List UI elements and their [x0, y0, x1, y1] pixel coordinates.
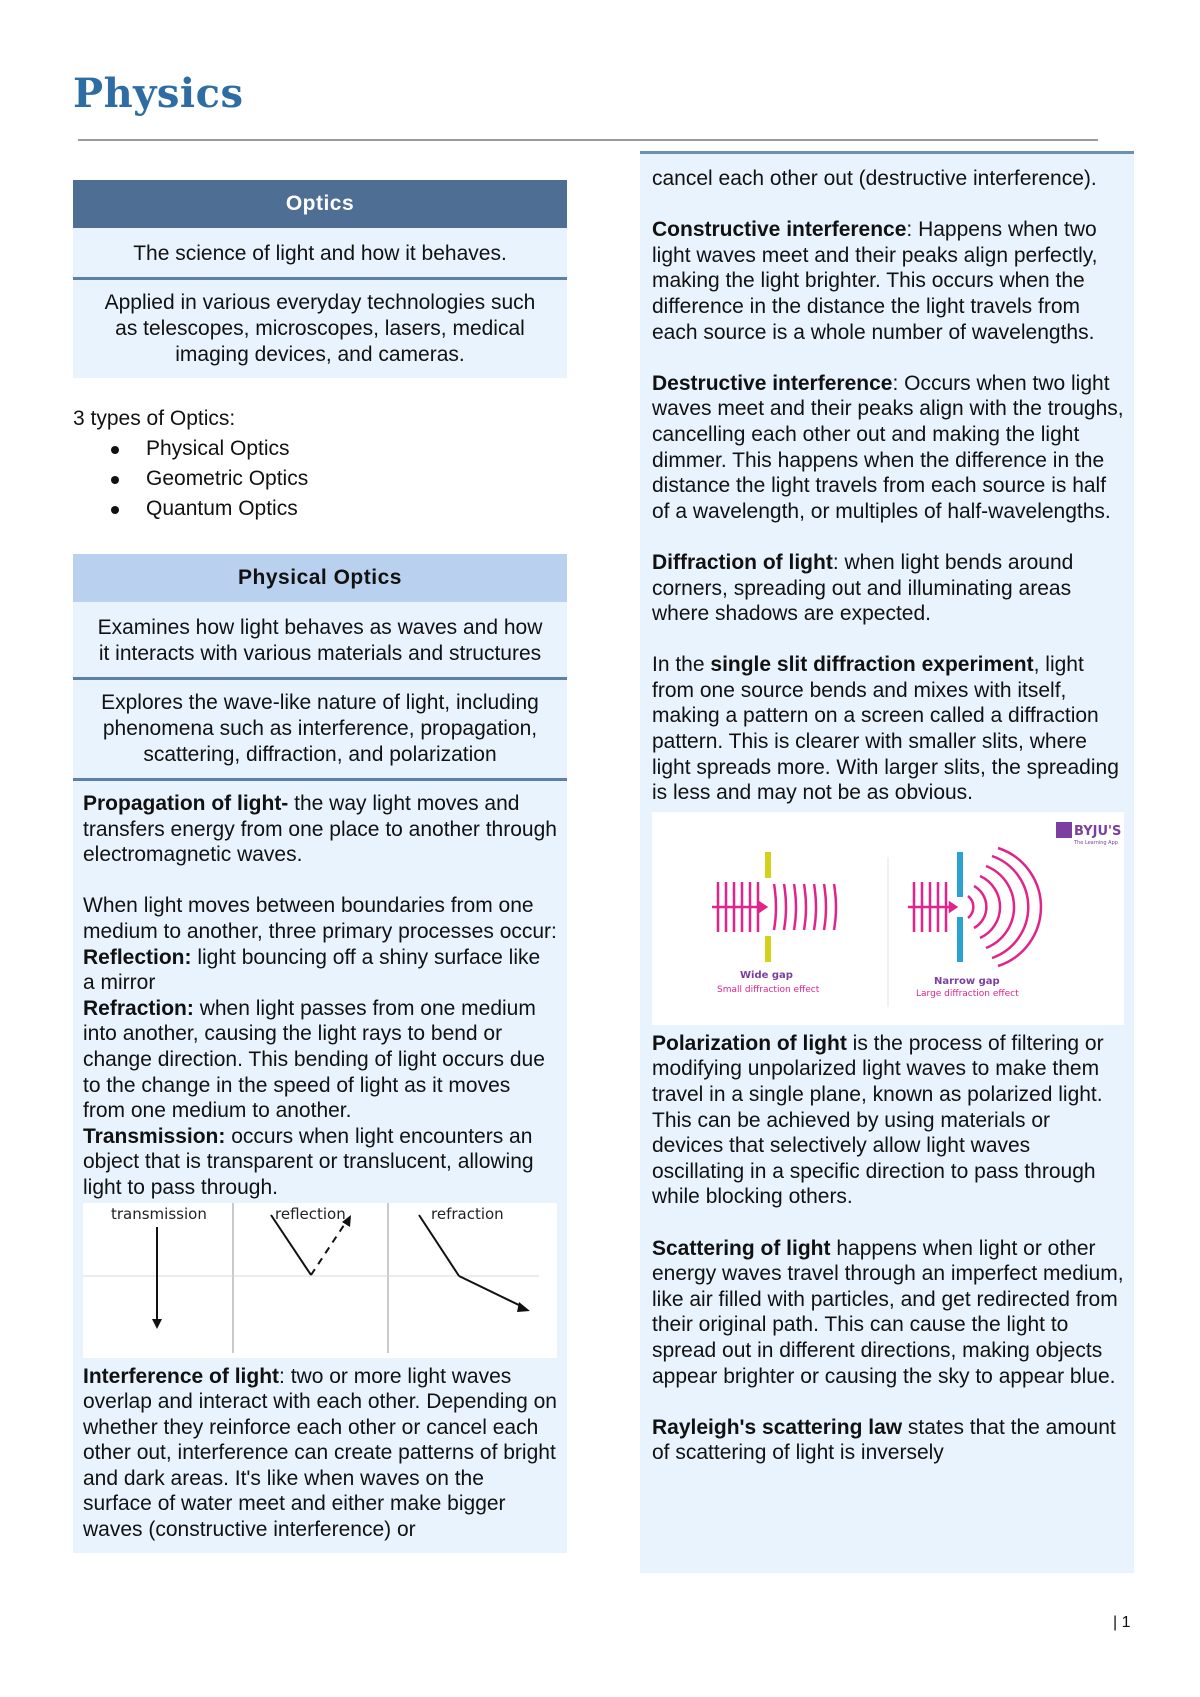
narrow-gap-sub: Large diffraction effect [916, 988, 1019, 999]
transmission-term: Transmission: [83, 1124, 226, 1148]
optics-types [73, 404, 567, 524]
refraction-label: refraction [431, 1204, 504, 1223]
list-item: Quantum Optics [73, 494, 567, 524]
title-divider [78, 139, 1098, 141]
boundaries-text: When light moves between boundaries from one medium to another, three primary processes occur: [83, 894, 557, 943]
destructive-text: : Occurs when two light waves meet and their peaks align with the troughs, cancelling each other out and making the light dimmer. This happens when the difference in the distance the light travels from each source is half of a wavelength, or multiples of half-wavelengths. [652, 371, 1124, 523]
single-slit-text: , light from one source bends and mixes with itself, making a pattern on a screen called a diffraction pattern. This is clearer with smaller slits, where light spreads more. With larger slits, the spreading is less and may not be as obvious. [652, 653, 1119, 805]
ray-diagram [83, 1203, 557, 1358]
physical-optics-examines: Examines how light behaves as waves and how it interacts with various materials and structures [73, 602, 567, 677]
destructive-term: Destructive interference [652, 371, 893, 395]
interference-continued: cancel each other out (destructive interference). [652, 167, 1097, 190]
wide-gap-diagram [712, 852, 836, 995]
ray-diagram-svg [83, 1203, 539, 1353]
optics-definition: The science of light and how it behaves. [73, 228, 567, 277]
propagation-text: the way light moves and transfers energy from one place to another through electromagnetic waves. [83, 792, 557, 867]
wide-gap-label: Wide gap [740, 969, 793, 981]
refraction-ray [419, 1215, 530, 1312]
svg-text:The Learning App: The Learning App [1074, 839, 1118, 846]
optics-applications: Applied in various everyday technologies such as telescopes, microscopes, lasers, medical imaging devices, and cameras. [73, 277, 567, 378]
wide-gap-sub: Small diffraction effect [717, 984, 820, 995]
propagation-block [73, 778, 567, 1211]
narrow-gap-diagram [908, 848, 1041, 999]
diffraction-text: : when light bends around corners, spreading out and illuminating areas where shadows are expected. [652, 550, 1074, 626]
polarization-term: Polarization of light [652, 1031, 847, 1055]
transmission-ray [152, 1227, 162, 1329]
left-column [73, 180, 567, 1553]
scattering-term: Scattering of light [652, 1236, 831, 1260]
interference-term: Interference of light [83, 1364, 280, 1388]
reflection-label: reflection [275, 1204, 346, 1223]
scattering-text: happens when light or other energy waves travel through an imperfect medium, like air filled with particles, and get redirected from their original path. This can cause the light to spread out in different directions, making objects appear brighter or causing the sky to appear blue. [652, 1236, 1124, 1388]
refraction-text: when light passes from one medium into another, causing the light rays to bend or change direction. This bending of light occurs due to the change in the speed of light as it moves from one medium to another. [83, 996, 545, 1123]
physical-optics-card [73, 554, 567, 1553]
reflection-text: light bouncing off a shiny surface like a mirror [83, 945, 541, 995]
rayleigh-text: states that the amount of scattering of light is inversely [652, 1415, 1116, 1465]
svg-text:BYJU'S: BYJU'S [1074, 823, 1122, 839]
physical-optics-header: Physical Optics [73, 554, 567, 602]
diffraction-figure [652, 812, 1124, 1025]
interference-block [73, 1358, 567, 1553]
optics-types-list [73, 434, 567, 524]
right-column [640, 151, 1134, 1573]
list-item: Physical Optics [73, 434, 567, 464]
optics-types-intro: 3 types of Optics: [73, 407, 236, 430]
single-slit-term: single slit diffraction experiment [710, 653, 1034, 677]
page-number: | 1 [1113, 1614, 1131, 1631]
optics-card-header: Optics [73, 180, 567, 228]
constructive-text: : Happens when two light waves meet and their peaks align perfectly, making the light brighter. This occurs when the difference in the distance the light travels from each source is a whole number of wavelengths. [652, 218, 1098, 344]
constructive-term: Constructive interference [652, 218, 907, 242]
propagation-term: Propagation of light- [83, 792, 289, 815]
list-item: Geometric Optics [73, 464, 567, 494]
diffraction-term: Diffraction of light [652, 550, 833, 574]
transmission-text: occurs when light encounters an object that is transparent or translucent, allowing light to pass through. [83, 1124, 534, 1199]
single-slit-pre: In the [652, 653, 711, 677]
narrow-gap-label: Narrow gap [934, 975, 1000, 987]
interference-text: : two or more light waves overlap and interact with each other. Depending on whether they reinforce each other or cancel each other out, interference can create patterns of bright and dark areas. It's like when waves on the surface of water meet and either make bigger waves (constructive interference) or [83, 1364, 557, 1542]
reflection-term: Reflection: [83, 945, 192, 969]
rayleigh-term: Rayleigh's scattering law [652, 1415, 903, 1439]
transmission-label: transmission [111, 1204, 207, 1223]
page-title: Physics [73, 70, 244, 117]
diffraction-figure-svg [652, 812, 1124, 1025]
byjus-logo [1056, 822, 1121, 846]
reflection-ray [271, 1215, 351, 1275]
optics-card [73, 180, 567, 378]
refraction-term: Refraction: [83, 996, 194, 1020]
physical-optics-explores: Explores the wave-like nature of light, including phenomena such as interference, propagation, scattering, diffraction, and polarization [73, 677, 567, 778]
polarization-text: is the process of filtering or modifying unpolarized light waves to make them travel in a single plane, known as polarized light. This can be achieved by using materials or devices that selectively allow light waves oscillating in a specific direction to pass through while blocking others. [652, 1031, 1104, 1209]
